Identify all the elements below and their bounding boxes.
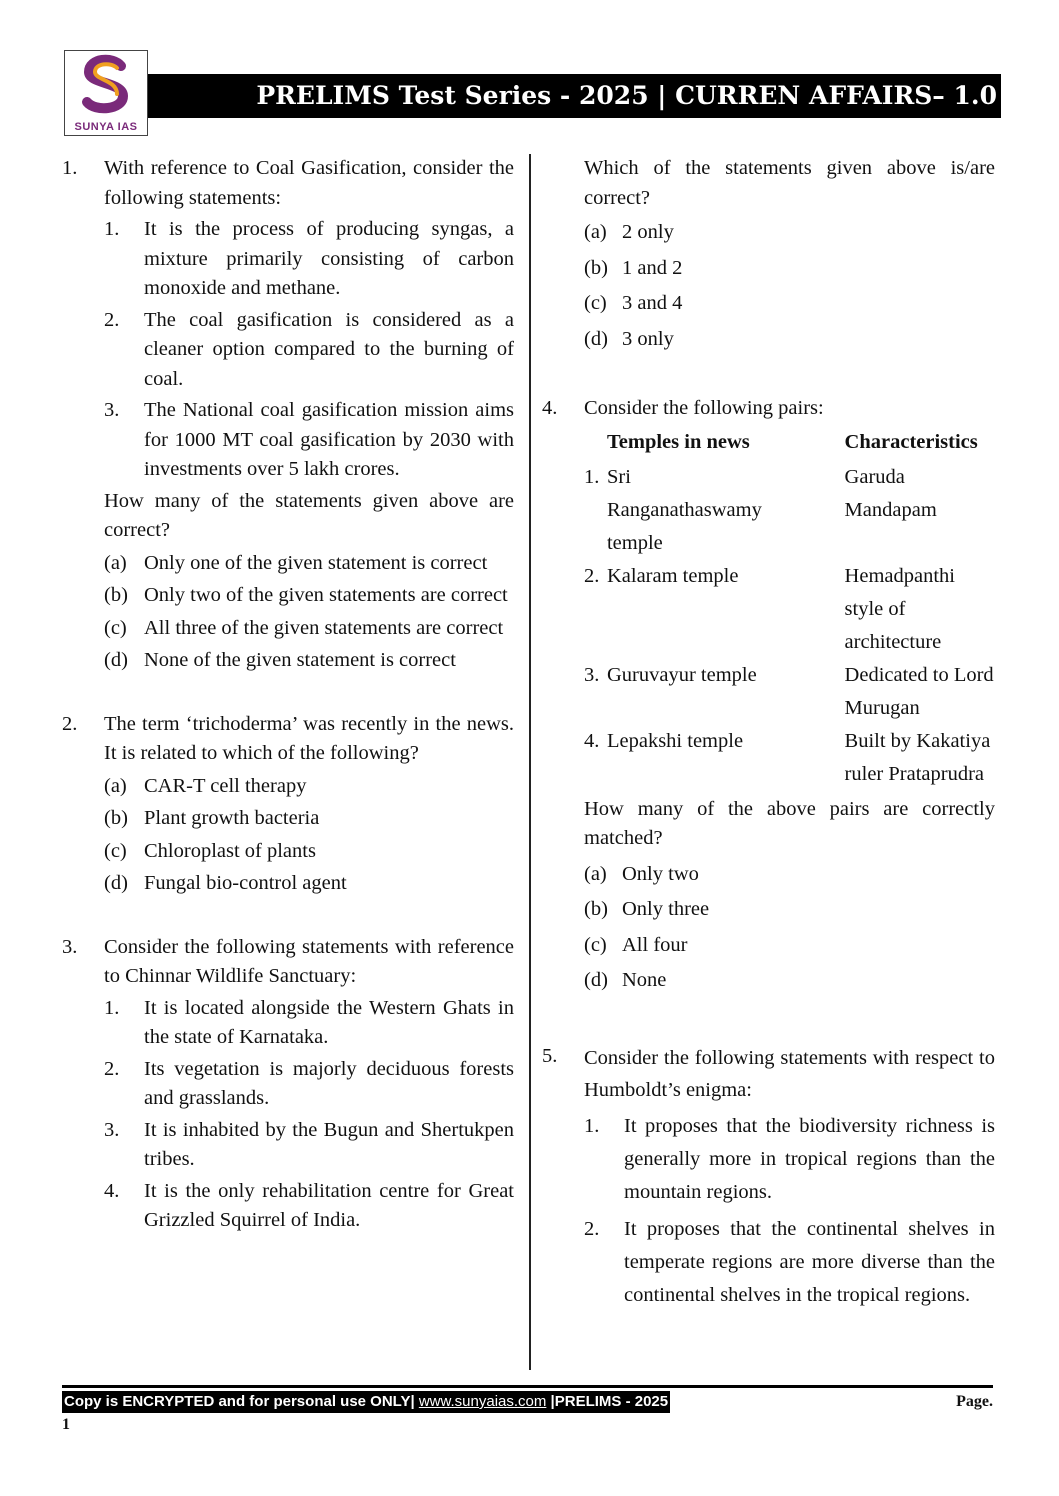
table-row: 4. Lepakshi temple Built by Kakatiya ruler Prataprudra — [584, 729, 991, 785]
page-title: PRELIMS Test Series - 2025 | CURREN AFFAIRS– 1.0 — [148, 74, 1001, 118]
question-3 — [62, 933, 514, 1236]
question-stem: The term ‘trichoderma’ was recently in the news. It is related to which of the following? — [104, 712, 514, 764]
sunya-ias-logo — [64, 50, 148, 136]
statement-item: 2. Its vegetation is majorly deciduous forests and grasslands. — [104, 1057, 514, 1109]
website-link[interactable]: www.sunyaias.com — [418, 1393, 547, 1410]
left-column — [62, 154, 514, 1236]
statement-item: 4. It is the only rehabilitation centre for Great Grizzled Squirrel of India. — [104, 1179, 514, 1231]
page-number: 1 — [62, 1416, 70, 1433]
question-4 — [542, 394, 995, 996]
page-label: Page. — [956, 1393, 993, 1410]
option-c[interactable]: (c) 3 and 4 — [584, 292, 683, 314]
option-c[interactable]: (c) All four — [584, 933, 688, 956]
pairs-header-row — [584, 426, 995, 461]
statement-item: 3. The National coal gasification mission aims for 1000 MT coal gasification by 2030 with investments over 5 lakh crores. — [104, 399, 514, 480]
question-number: 3. — [62, 935, 78, 958]
question-stem: Consider the following statements with respect to Humboldt’s enigma: — [584, 1046, 995, 1101]
question-number: 1. — [62, 157, 78, 179]
option-d[interactable]: (d) 3 only — [584, 327, 674, 350]
footer-notice — [62, 1391, 670, 1413]
column-divider — [529, 154, 531, 1370]
option-d[interactable]: (d) None — [584, 969, 667, 991]
question-stem: Consider the following statements with reference to Chinnar Wildlife Sanctuary: — [104, 935, 514, 987]
statement-item: 2. The coal gasification is considered as a cleaner option compared to the burning of coal. — [104, 308, 514, 390]
footer-copy-text: Copy is ENCRYPTED and for personal use ONLY| — [64, 1393, 415, 1410]
option-b[interactable]: (b) 1 and 2 — [584, 256, 683, 279]
column-header: Characteristics — [844, 430, 978, 453]
question-stem: Consider the following pairs: — [584, 397, 824, 419]
question-3-continued — [542, 154, 995, 354]
right-column — [542, 154, 995, 1312]
option-a[interactable]: (a) Only one of the given statement is correct — [104, 551, 488, 574]
option-d[interactable]: (d) Fungal bio-control agent — [104, 872, 347, 894]
option-a[interactable]: (a) 2 only — [584, 221, 674, 243]
option-b[interactable]: (b) Plant growth bacteria — [104, 807, 320, 829]
table-row: 3. Guruvayur temple Dedicated to Lord Murugan — [584, 663, 994, 719]
option-b[interactable]: (b) Only three — [584, 898, 710, 920]
option-c[interactable]: (c) All three of the given statements are correct — [104, 616, 504, 639]
option-b[interactable]: (b) Only two of the given statements are correct — [104, 584, 508, 606]
pairs-table — [584, 426, 995, 791]
question-prompt: Which of the statements given above is/are correct? — [584, 157, 995, 209]
option-c[interactable]: (c) Chloroplast of plants — [104, 839, 316, 862]
question-number: 5. — [542, 1044, 558, 1067]
question-5 — [542, 1042, 995, 1312]
option-a[interactable]: (a) Only two — [584, 862, 699, 885]
question-stem: With reference to Coal Gasification, consider the following statements: — [104, 157, 514, 209]
question-2 — [62, 710, 514, 899]
statement-item: 1. It is located alongside the Western Ghats in the state of Karnataka. — [104, 996, 514, 1048]
option-a[interactable]: (a) CAR-T cell therapy — [104, 774, 307, 797]
column-header: Temples in news — [606, 430, 750, 453]
footer-rule — [62, 1385, 993, 1388]
table-row: 1. Sri Ranganathaswamy temple Garuda Mandapam — [584, 465, 937, 554]
question-prompt: How many of the above pairs are correctly matched? — [584, 797, 995, 849]
logo-text: SUNYA IAS — [74, 121, 138, 133]
statement-item: 1. It is the process of producing syngas, a mixture primarily consisting of carbon monoxide and methane. — [104, 218, 514, 299]
sunya-s-logo-icon — [77, 54, 135, 116]
question-1 — [62, 154, 514, 676]
question-number: 2. — [62, 712, 78, 735]
table-row: 2. Kalaram temple Hemadpanthi style of architecture — [584, 564, 955, 653]
statement-item: 3. It is inhabited by the Bugun and Shertukpen tribes. — [104, 1118, 514, 1170]
question-prompt: How many of the statements given above are correct? — [104, 489, 514, 541]
option-d[interactable]: (d) None of the given statement is correct — [104, 649, 456, 671]
question-number: 4. — [542, 397, 558, 419]
statement-item: 2. It proposes that the continental shelves in temperate regions are more diverse than the continental shelves in the tropical regions. — [584, 1217, 995, 1306]
statement-item: 1. It proposes that the biodiversity richness is generally more in tropical regions than the mountain regions. — [584, 1114, 995, 1203]
footer-prelims-text: |PRELIMS - 2025 — [546, 1393, 669, 1410]
